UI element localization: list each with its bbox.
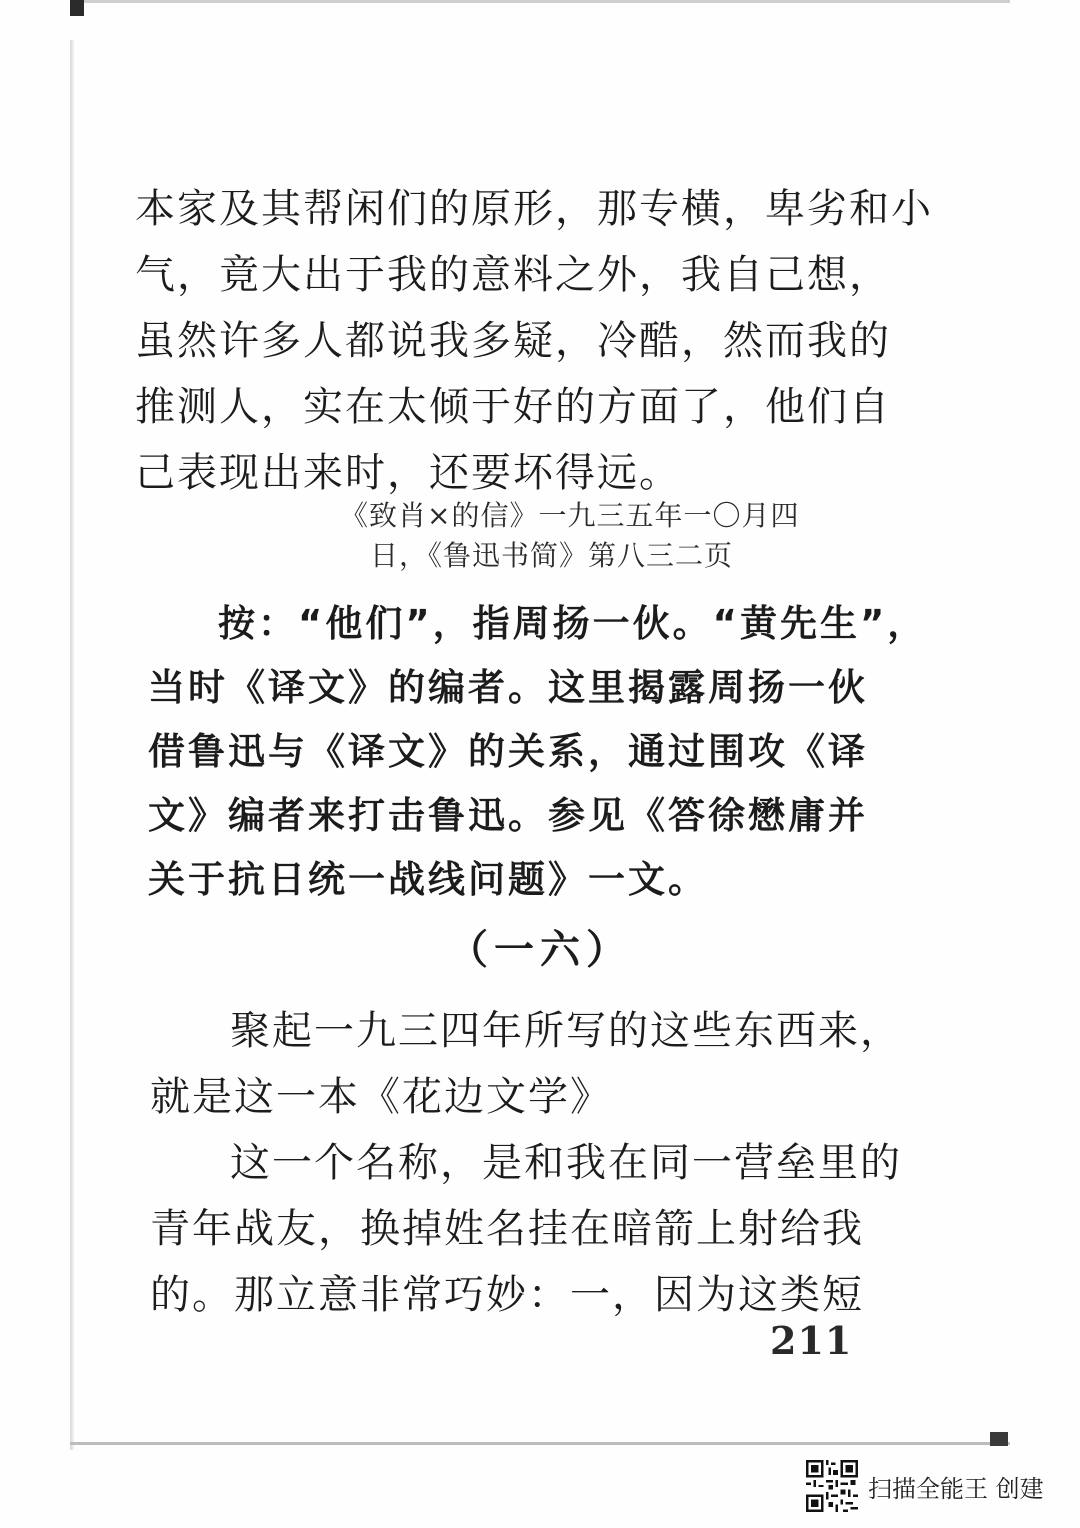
page-left-edge — [70, 40, 74, 1450]
body-line: 本家及其帮闲们的原形，那专横，卑劣和小 — [135, 186, 933, 232]
body-line: 己表现出来时，还要坏得远。 — [135, 450, 681, 496]
body-line: 虽然许多人都说我多疑，冷酷，然而我的 — [135, 318, 891, 364]
note-line: 按：“他们”，指周扬一伙。“黄先生”， — [218, 602, 928, 645]
note-line: 当时《译文》的编者。这里揭露周扬一伙 — [148, 666, 868, 709]
note-line: 关于抗日统一战线问题》一文。 — [148, 858, 708, 901]
body-line: 推测人，实在太倾于好的方面了，他们自 — [135, 384, 891, 430]
body-line: 气，竟大出于我的意料之外，我自己想， — [135, 252, 891, 298]
scanner-watermark — [806, 1458, 1044, 1514]
page-corner-shadow-bottom — [990, 1432, 1008, 1446]
note-line: 借鲁迅与《译文》的关系，通过围攻《译 — [148, 730, 868, 773]
watermark-text: 扫描全能王 创建 — [868, 1474, 1044, 1503]
citation-line: 日，《鲁迅书简》第八三二页 — [370, 539, 734, 572]
qr-code-icon — [806, 1460, 858, 1512]
page-number: 211 — [770, 1318, 853, 1363]
body-line: 这一个名称，是和我在同一营垒里的 — [230, 1140, 902, 1186]
body-line: 就是这一本《花边文学》 — [150, 1074, 612, 1120]
note-line: 文》编者来打击鲁迅。参见《答徐懋庸并 — [148, 794, 868, 837]
editor-note — [148, 592, 928, 912]
body-line: 聚起一九三四年所写的这些东西来， — [230, 1008, 902, 1054]
body-paragraph-section — [150, 998, 902, 1328]
page-bottom-edge — [70, 1442, 1010, 1445]
source-citation — [340, 496, 860, 576]
body-line: 的。那立意非常巧妙：一，因为这类短 — [150, 1272, 864, 1318]
section-heading: （一六） — [448, 927, 632, 973]
citation-line: 《致肖×的信》一九三五年一〇月四 — [340, 499, 800, 532]
body-paragraph-quote — [135, 176, 933, 506]
body-line: 青年战友，换掉姓名挂在暗箭上射给我 — [150, 1206, 864, 1252]
page-corner-shadow — [70, 0, 84, 16]
page-top-edge — [70, 0, 1010, 3]
